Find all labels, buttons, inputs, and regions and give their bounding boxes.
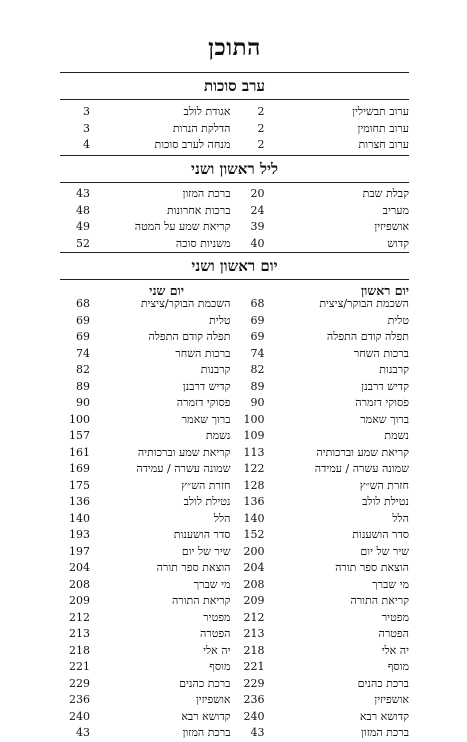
toc-entry	[60, 560, 235, 577]
toc-entry-label: מי שברך	[372, 577, 409, 591]
toc-entry-page: 82	[76, 363, 90, 376]
toc-entry	[235, 362, 410, 379]
toc-entry-page: 236	[69, 693, 90, 706]
toc-entry-page: 229	[69, 676, 90, 690]
toc-entry-label: פסוקי דזמרה	[355, 396, 409, 409]
toc-entry-page: 213	[69, 627, 90, 640]
toc-entry-page: 69	[76, 313, 90, 327]
toc-entry-page: 208	[243, 577, 265, 591]
toc-row	[60, 121, 409, 138]
toc-entry	[60, 296, 235, 313]
toc-row	[60, 445, 409, 462]
toc-entry-page: 193	[69, 528, 90, 541]
toc-entry-page: 208	[69, 577, 90, 591]
toc-entry-label: משניות סוכה	[175, 236, 231, 250]
toc-entry-page: 209	[243, 594, 265, 607]
toc-entry-label: קדיש דרבנן	[361, 379, 409, 393]
toc-entry-label: ערוב תבשילין	[352, 105, 409, 118]
toc-entry	[60, 428, 235, 445]
toc-entry	[235, 626, 410, 643]
toc-row	[60, 296, 409, 313]
toc-entry-page: 49	[76, 220, 90, 233]
toc-row	[60, 560, 409, 577]
toc-entry-label: ברכת המזון	[182, 726, 231, 739]
toc-entry	[235, 313, 410, 330]
toc-entry-page: 48	[76, 203, 90, 217]
toc-entry-page: 68	[250, 297, 265, 310]
toc-entry-page: 157	[69, 429, 90, 442]
toc-entry-page: 161	[69, 445, 90, 459]
toc-entry-page: 136	[243, 495, 265, 508]
toc-entry-label: קריאת התורה	[350, 594, 409, 607]
toc-row	[60, 692, 409, 709]
toc-entry-label: סדר הושענות	[352, 528, 409, 541]
toc-entry	[60, 362, 235, 379]
toc-entry-page: 100	[243, 412, 265, 426]
toc-entry-page: 229	[243, 676, 265, 690]
toc-entry-page: 140	[243, 511, 265, 525]
toc-entry-page: 2	[257, 105, 265, 118]
toc-entry-label: שיר של יום	[181, 544, 231, 558]
toc-entry-page: 221	[69, 660, 90, 673]
toc-entry-label: ברוך שאמר	[360, 412, 409, 426]
toc-entry	[235, 412, 410, 429]
toc-entry	[60, 137, 235, 154]
toc-entry-label: אושפיזין	[195, 693, 231, 706]
toc-entry-label: קרבנות	[379, 363, 409, 376]
column-title-first-day: יום ראשון	[360, 283, 409, 298]
toc-entry-label: נשמת	[205, 429, 231, 442]
section-nights-entries	[60, 186, 409, 252]
toc-entry	[235, 121, 410, 138]
toc-entry-label: מפטיר	[381, 610, 409, 624]
toc-entry	[60, 577, 235, 594]
toc-row	[60, 725, 409, 742]
toc-entry-page: 100	[69, 412, 90, 426]
toc-row	[60, 494, 409, 511]
toc-row	[60, 626, 409, 643]
toc-entry-label: קדושא רבא	[359, 709, 409, 723]
toc-entry-page: 89	[76, 379, 90, 393]
toc-entry-label: שמונה עשרה / עמידה	[136, 462, 231, 475]
toc-entry	[235, 236, 410, 253]
toc-entry-page: 2	[257, 121, 265, 135]
toc-entry-label: שמונה עשרה / עמידה	[314, 462, 409, 475]
toc-page	[60, 0, 409, 739]
toc-entry-page: 4	[83, 138, 90, 151]
toc-row	[60, 544, 409, 561]
toc-entry-page: 212	[69, 610, 90, 624]
toc-entry	[235, 511, 410, 528]
toc-row	[60, 137, 409, 154]
toc-entry-label: נטילת לולב	[362, 495, 409, 508]
toc-entry-page: 89	[250, 379, 265, 393]
toc-entry-label: קריאת שמע על המטה	[134, 220, 231, 233]
toc-row	[60, 203, 409, 220]
toc-entry-label: הפטרה	[378, 627, 409, 640]
toc-entry	[60, 725, 235, 742]
toc-entry-label: ערוב חצרות	[358, 138, 409, 151]
toc-entry	[235, 379, 410, 396]
toc-entry	[235, 296, 410, 313]
toc-entry-label: הלל	[213, 511, 231, 525]
toc-entry-page: 218	[69, 643, 90, 657]
toc-entry	[235, 186, 410, 203]
toc-row	[60, 478, 409, 495]
section-header-days: יום ראשון ושני	[60, 252, 409, 280]
toc-entry-label: מעריב	[382, 203, 409, 217]
toc-entry-label: פסוקי דזמרה	[176, 396, 231, 409]
toc-entry-page: 68	[76, 297, 90, 310]
toc-entry	[60, 203, 235, 220]
toc-entry-label: ברוך שאמר	[181, 412, 231, 426]
toc-entry-label: מי שברך	[193, 577, 231, 591]
toc-entry	[235, 709, 410, 726]
toc-entry-page: 69	[250, 313, 265, 327]
toc-entry-label: אגודת לולב	[183, 105, 231, 118]
toc-entry-page: 236	[243, 693, 265, 706]
toc-entry-label: קדיש דרבנן	[182, 379, 231, 393]
toc-entry-page: 140	[69, 511, 90, 525]
toc-row	[60, 709, 409, 726]
toc-entry-page: 109	[243, 429, 265, 442]
toc-entry	[235, 676, 410, 693]
toc-entry-page: 221	[243, 660, 265, 673]
toc-entry-page: 152	[243, 528, 265, 541]
toc-entry	[235, 428, 410, 445]
toc-entry-label: ברכת המזון	[361, 726, 409, 739]
toc-entry-label: יה אלי	[203, 643, 231, 657]
toc-row	[60, 643, 409, 660]
toc-entry	[235, 329, 410, 346]
toc-entry-label: ברכות השחר	[175, 346, 231, 360]
toc-entry-label: נטילת לולב	[183, 495, 231, 508]
toc-entry-label: קריאת שמע וברכותיה	[137, 445, 231, 459]
toc-entry	[60, 104, 235, 121]
toc-entry-label: סדר הושענות	[173, 528, 231, 541]
toc-row	[60, 236, 409, 253]
section-erev-sukkot-entries	[60, 104, 409, 154]
toc-row	[60, 346, 409, 363]
toc-entry	[60, 527, 235, 544]
toc-entry	[235, 725, 410, 742]
toc-entry	[60, 445, 235, 462]
toc-row	[60, 676, 409, 693]
toc-row	[60, 104, 409, 121]
toc-entry-label: הפטרה	[200, 627, 231, 640]
toc-entry	[60, 412, 235, 429]
toc-entry	[235, 577, 410, 594]
toc-entry-page: 40	[250, 236, 265, 250]
toc-entry-label: קדוש	[387, 236, 409, 250]
toc-entry	[60, 186, 235, 203]
toc-entry-label: מוסף	[209, 660, 231, 673]
toc-entry-label: הלל	[392, 511, 409, 525]
page-title: התוכן	[208, 34, 261, 61]
toc-row	[60, 527, 409, 544]
toc-entry-page: 212	[243, 610, 265, 624]
toc-entry-page: 204	[69, 561, 90, 574]
toc-row	[60, 379, 409, 396]
toc-entry-page: 43	[250, 726, 265, 739]
toc-entry-page: 128	[243, 478, 265, 492]
toc-entry-page: 39	[250, 220, 265, 233]
toc-entry-page: 52	[76, 236, 90, 250]
toc-entry	[60, 219, 235, 236]
column-title-second-day: יום שני	[149, 283, 184, 298]
toc-row	[60, 329, 409, 346]
toc-entry-label: אושפיזין	[374, 693, 409, 706]
toc-entry	[235, 527, 410, 544]
toc-entry	[235, 610, 410, 627]
toc-entry	[60, 395, 235, 412]
toc-row	[60, 577, 409, 594]
toc-entry-label: ברכת כהנים	[179, 676, 231, 690]
toc-entry-page: 197	[69, 544, 90, 558]
toc-entry-label: ערוב תחומין	[357, 121, 409, 135]
toc-entry-label: ברכות אחרונות	[166, 203, 231, 217]
toc-entry	[60, 494, 235, 511]
toc-entry	[235, 346, 410, 363]
toc-row	[60, 610, 409, 627]
toc-row	[60, 313, 409, 330]
toc-entry-label: טלית	[209, 313, 231, 327]
toc-entry-label: ברכת המזון	[182, 187, 231, 200]
toc-row	[60, 362, 409, 379]
toc-entry	[235, 445, 410, 462]
toc-entry	[60, 709, 235, 726]
toc-entry-label: שיר של יום	[360, 544, 409, 558]
toc-entry	[60, 379, 235, 396]
toc-entry-page: 43	[76, 187, 90, 200]
toc-entry-page: 82	[250, 363, 265, 376]
toc-entry	[60, 643, 235, 660]
toc-entry	[60, 478, 235, 495]
toc-entry-label: אושפיזין	[374, 220, 409, 233]
toc-entry-label: מוסף	[387, 660, 409, 673]
toc-row	[60, 461, 409, 478]
toc-entry	[60, 626, 235, 643]
toc-entry	[235, 104, 410, 121]
toc-entry	[60, 511, 235, 528]
toc-entry-page: 69	[76, 330, 90, 343]
section-days-entries	[60, 296, 409, 742]
toc-entry	[235, 643, 410, 660]
section-header-erev-sukkot: ערב סוכות	[60, 72, 409, 100]
toc-entry-label: קבלת שבת	[362, 187, 409, 200]
section-header-nights: ליל ראשון ושני	[60, 155, 409, 183]
toc-entry	[60, 313, 235, 330]
toc-entry-label: הוצאת ספר תורה	[156, 561, 231, 574]
toc-entry-page: 2	[257, 138, 265, 151]
toc-row	[60, 219, 409, 236]
toc-entry	[235, 137, 410, 154]
toc-entry	[235, 593, 410, 610]
toc-entry-page: 213	[243, 627, 265, 640]
toc-entry-label: טלית	[387, 313, 409, 327]
toc-entry-page: 113	[243, 445, 265, 459]
toc-entry-label: השכמת הבוקר/ציצית	[319, 297, 409, 310]
toc-row	[60, 593, 409, 610]
toc-entry-page: 218	[243, 643, 265, 657]
toc-row	[60, 428, 409, 445]
toc-entry-label: מפטיר	[203, 610, 231, 624]
toc-entry	[60, 593, 235, 610]
toc-entry-page: 122	[243, 462, 265, 475]
toc-entry-page: 240	[69, 709, 90, 723]
toc-entry	[235, 203, 410, 220]
toc-entry-page: 209	[69, 594, 90, 607]
toc-entry	[60, 121, 235, 138]
toc-entry	[60, 659, 235, 676]
toc-entry	[235, 494, 410, 511]
toc-entry	[235, 461, 410, 478]
toc-entry-label: ברכת כהנים	[357, 676, 409, 690]
toc-row	[60, 186, 409, 203]
toc-entry	[60, 610, 235, 627]
toc-row	[60, 659, 409, 676]
toc-entry-page: 136	[69, 495, 90, 508]
toc-entry-page: 74	[250, 346, 265, 360]
toc-entry-label: קריאת התורה	[171, 594, 231, 607]
toc-entry	[60, 692, 235, 709]
toc-entry	[60, 544, 235, 561]
toc-entry-page: 200	[243, 544, 265, 558]
toc-entry-page: 43	[76, 726, 90, 739]
toc-entry-label: נשמת	[384, 429, 409, 442]
toc-entry	[60, 329, 235, 346]
toc-entry-page: 20	[250, 187, 265, 200]
toc-entry	[60, 676, 235, 693]
toc-entry	[60, 236, 235, 253]
toc-entry	[235, 692, 410, 709]
toc-entry-label: הוצאת ספר תורה	[335, 561, 409, 574]
toc-entry	[60, 461, 235, 478]
toc-entry-page: 69	[250, 330, 265, 343]
toc-entry-page: 175	[69, 478, 90, 492]
toc-entry-label: יה אלי	[381, 643, 409, 657]
toc-row	[60, 511, 409, 528]
toc-entry	[235, 395, 410, 412]
toc-entry-label: קרבנות	[200, 363, 231, 376]
toc-entry-page: 3	[83, 121, 90, 135]
toc-entry-label: חזרת הש״ץ	[359, 478, 409, 492]
toc-entry-label: תפלה קודם התפלה	[326, 330, 409, 343]
toc-entry-page: 204	[243, 561, 265, 574]
toc-entry-page: 3	[83, 105, 90, 118]
toc-entry	[235, 478, 410, 495]
toc-row	[60, 412, 409, 429]
toc-entry-label: הדלקת הנרות	[172, 121, 231, 135]
toc-entry	[235, 544, 410, 561]
toc-entry-page: 74	[76, 346, 90, 360]
toc-entry-label: קדושא רבא	[181, 709, 231, 723]
toc-entry	[235, 560, 410, 577]
toc-entry-label: השכמת הבוקר/ציצית	[140, 297, 231, 310]
toc-entry	[235, 219, 410, 236]
toc-entry	[60, 346, 235, 363]
toc-entry-page: 169	[69, 462, 90, 475]
toc-entry-page: 24	[250, 203, 265, 217]
toc-entry-label: מנחה לערב סוכות	[154, 138, 231, 151]
toc-entry-page: 90	[250, 396, 265, 409]
toc-row	[60, 395, 409, 412]
toc-entry-label: תפלה קודם התפלה	[148, 330, 231, 343]
toc-entry-page: 90	[76, 396, 90, 409]
toc-entry-page: 240	[243, 709, 265, 723]
toc-entry-label: ברכות השחר	[353, 346, 409, 360]
toc-entry-label: חזרת הש״ץ	[181, 478, 231, 492]
toc-entry	[235, 659, 410, 676]
toc-entry-label: קריאת שמע וברכותיה	[316, 445, 409, 459]
